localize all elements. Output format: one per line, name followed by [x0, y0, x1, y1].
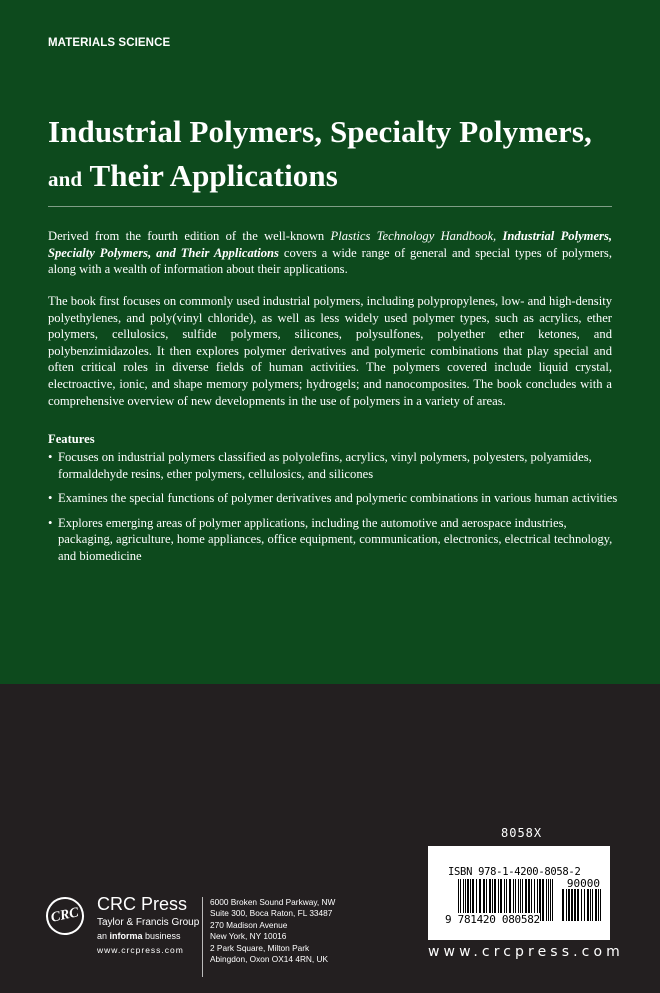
- barcode-bar: [595, 889, 597, 921]
- title-line-1: Industrial Polymers, Specialty Polymers,: [48, 114, 592, 149]
- barcode-box: [428, 846, 610, 940]
- website-link[interactable]: www.crcpress.com: [428, 944, 624, 960]
- address: 6000 Broken Sound Parkway, NW Suite 300, Boca Raton, FL 33487: [210, 897, 336, 918]
- book-title: [48, 110, 592, 201]
- barcode-bar: [600, 889, 601, 921]
- address: 270 Madison Avenue New York, NY 10016: [210, 920, 288, 941]
- publisher-name: CRC Press: [97, 894, 188, 914]
- address: 2 Park Square, Milton Park Abingdon, Oxon OX14 4RN, UK: [210, 943, 329, 964]
- barcode-bar: [587, 889, 589, 921]
- barcode-bar: [542, 879, 544, 921]
- addresses: [210, 897, 335, 966]
- feature-item: • Examines the special functions of polymer derivatives and polymeric combinations in various human activities: [48, 490, 618, 507]
- barcode-bar: [581, 889, 582, 921]
- title-line-2-text: Their Applications: [89, 158, 338, 193]
- barcode-bar: [546, 879, 547, 921]
- features-list: [48, 449, 618, 573]
- feature-item: • Focuses on industrial polymers classified as polyolefins, acrylics, vinyl polymers, polyesters, polyamides, formaldehyde resins, ether polymers, cellulosics, and silicones: [48, 449, 618, 482]
- barcode-bar: [552, 879, 553, 921]
- title-and: and: [48, 167, 83, 191]
- barcode-bar: [550, 879, 551, 921]
- crc-logo-icon: CRC: [42, 893, 87, 938]
- barcode-bar: [566, 889, 567, 921]
- barcode-bar: [598, 889, 599, 921]
- barcode-bar: [571, 889, 573, 921]
- barcode-bar: [577, 889, 579, 921]
- barcode-bar: [548, 879, 549, 921]
- title-line-2: [48, 154, 592, 201]
- barcode-bar: [590, 889, 591, 921]
- publisher-group: Taylor & Francis Group: [97, 917, 200, 928]
- barcode-digits: 9 781420 080582: [445, 913, 540, 926]
- feature-item: • Explores emerging areas of polymer applications, including the automotive and aerospace industries, packaging, agriculture, home appliances, office equipment, communication, electronics, electrical technology, and biomedicine: [48, 515, 618, 565]
- intro-paragraph: Derived from the fourth edition of the well-known Plastics Technology Handbook, Industrial Polymers, Specialty Polymers, and Their Applications covers a wide range of general and special types of polymers, along with a wealth of information about their applications.: [48, 229, 613, 277]
- barcode-bar: [574, 889, 576, 921]
- description-paragraph: The book first focuses on commonly used industrial polymers, including polypropylenes, low- and high-density polyethylenes, and poly(vinyl chloride), as well as less widely used polymer types, such as acrylics, ether polymers, cellulosics, sulfide polymers, silicones, polysulfones, polyether ether ketones, and polybenzimidazoles. It then explores polymer derivatives and polymeric combinations that play special and often critical roles in diverse fields of human activities. The polymers covered include liquid crystal, electroactive, ionic, and shape memory polymers; hydrogels; and nanocomposites. The book concludes with a comprehensive overview of new developments in the use of polymers in a variety of areas.: [48, 294, 612, 408]
- barcode-bar: [568, 889, 570, 921]
- divider: [202, 897, 203, 977]
- series-label: MATERIALS SCIENCE: [48, 37, 171, 49]
- product-code: 8058X: [501, 826, 543, 840]
- barcode-bar: [584, 889, 585, 921]
- barcode-bar: [562, 889, 564, 921]
- informa-line: an informa business: [97, 931, 181, 941]
- divider: [48, 206, 612, 207]
- price-code: 90000: [566, 877, 600, 890]
- publisher-url[interactable]: www.crcpress.com: [97, 945, 184, 955]
- isbn-text: ISBN 978-1-4200-8058-2: [448, 866, 581, 878]
- barcode-bar: [592, 889, 593, 921]
- features-heading: Features: [48, 432, 95, 446]
